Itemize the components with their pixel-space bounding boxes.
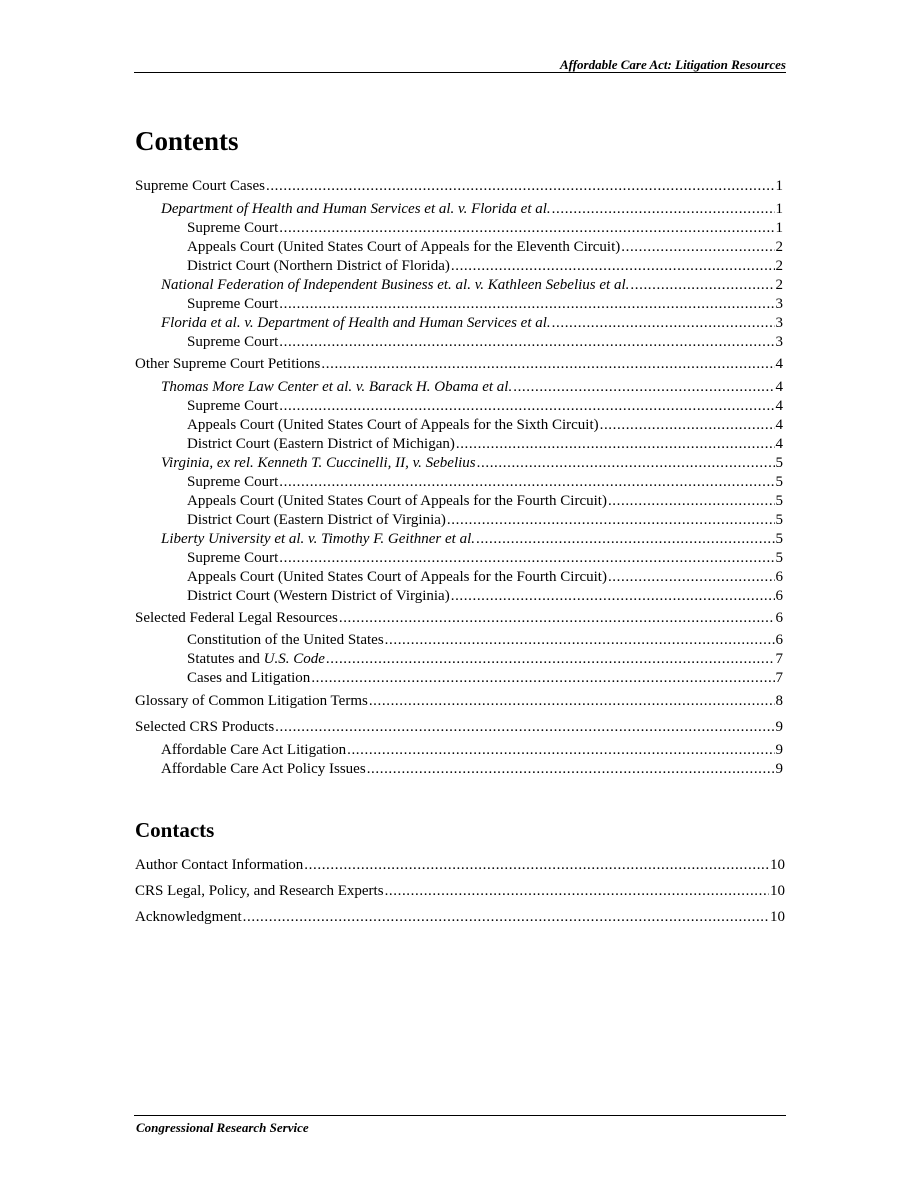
toc-entry[interactable]	[187, 333, 783, 352]
toc-page-number: 1	[775, 178, 783, 194]
toc-entry-text-italic: U.S. Code	[263, 651, 325, 667]
toc-entry[interactable]	[161, 314, 783, 333]
contacts-page-number: 10	[770, 909, 785, 925]
toc-leader	[367, 760, 775, 779]
toc-entry-text: District Court (Western District of Virginia)	[187, 588, 450, 604]
toc-page-number: 1	[775, 220, 783, 236]
toc-leader	[552, 200, 775, 219]
header-rule	[134, 72, 786, 73]
toc-entry[interactable]	[161, 741, 783, 760]
toc-entry[interactable]	[187, 238, 783, 257]
toc-leader	[451, 257, 775, 276]
toc-entry[interactable]	[187, 650, 783, 669]
toc-entry[interactable]	[161, 760, 783, 779]
toc-entry[interactable]	[187, 587, 783, 606]
toc-page-number: 6	[775, 610, 783, 626]
toc-leader	[385, 631, 775, 650]
toc-leader	[477, 454, 775, 473]
toc-entry-text: Appeals Court (United States Court of Appeals for the Fourth Circuit)	[187, 569, 607, 585]
toc-leader	[447, 511, 775, 530]
toc-entry-text: Supreme Court	[187, 550, 279, 566]
toc-entry-text: Appeals Court (United States Court of Appeals for the Eleventh Circuit)	[187, 239, 621, 255]
toc-entry-text: Glossary of Common Litigation Terms	[135, 693, 368, 709]
contacts-entry-text: Acknowledgment	[135, 909, 242, 925]
toc-entry-text: Supreme Court	[187, 334, 279, 350]
toc-page-number: 4	[775, 417, 783, 433]
toc-page-number: 6	[775, 569, 783, 585]
toc-entry-text: Selected CRS Products	[135, 719, 275, 735]
toc-entry-text: Affordable Care Act Litigation	[161, 742, 347, 758]
toc-entry-text: District Court (Eastern District of Virginia)	[187, 512, 446, 528]
toc-leader	[385, 882, 769, 901]
toc-leader	[326, 650, 775, 669]
toc-entry-text: Selected Federal Legal Resources	[135, 610, 338, 626]
toc-page-number: 6	[775, 588, 783, 604]
toc-leader	[243, 908, 769, 927]
toc-entry-text: Cases and Litigation	[187, 670, 311, 686]
toc-entry[interactable]	[187, 397, 783, 416]
toc-entry[interactable]	[187, 416, 783, 435]
toc-entry[interactable]	[187, 511, 783, 530]
contacts-entry-text: Author Contact Information	[135, 857, 304, 873]
toc-entry[interactable]	[187, 549, 783, 568]
toc-entry[interactable]	[161, 276, 783, 295]
toc-entry-text: Supreme Court	[187, 296, 279, 312]
toc-page-number: 5	[775, 512, 783, 528]
contacts-entry[interactable]	[135, 856, 785, 875]
toc-leader	[621, 238, 774, 257]
toc-leader	[279, 333, 774, 352]
toc-page-number: 4	[775, 356, 783, 372]
contacts-page-number: 10	[770, 857, 785, 873]
contacts-entry[interactable]	[135, 882, 785, 901]
toc-page-number: 6	[775, 632, 783, 648]
toc-page-number: 3	[775, 334, 783, 350]
toc-entry[interactable]	[161, 454, 783, 473]
toc-entry-text: Supreme Court	[187, 474, 279, 490]
toc-leader	[311, 669, 774, 688]
toc-entry[interactable]	[187, 492, 783, 511]
toc-page-number: 5	[775, 474, 783, 490]
contacts-page-number: 10	[770, 883, 785, 899]
toc-leader	[279, 473, 774, 492]
toc-entry-text: Other Supreme Court Petitions	[135, 356, 321, 372]
toc-page-number: 9	[775, 761, 783, 777]
toc-entry-text: District Court (Northern District of Florida)	[187, 258, 450, 274]
running-header: Affordable Care Act: Litigation Resources	[559, 57, 786, 72]
page-title: Contents	[135, 126, 239, 156]
toc-page-number: 5	[775, 550, 783, 566]
toc-entry[interactable]	[135, 609, 783, 628]
toc-entry-text: Department of Health and Human Services et al. v. Florida et al.	[161, 201, 551, 217]
toc-entry[interactable]	[187, 473, 783, 492]
toc-leader	[339, 609, 775, 628]
toc-leader	[630, 276, 774, 295]
toc-leader	[369, 692, 775, 711]
toc-entry-text: Appeals Court (United States Court of Appeals for the Fourth Circuit)	[187, 493, 607, 509]
toc-entry-text: Supreme Court	[187, 220, 279, 236]
toc-page-number: 8	[775, 693, 783, 709]
toc-leader	[279, 397, 774, 416]
toc-entry-text: District Court (Eastern District of Michigan)	[187, 436, 455, 452]
toc-page-number: 5	[775, 493, 783, 509]
toc-page-number: 9	[775, 742, 783, 758]
toc-leader	[552, 314, 775, 333]
toc-entry-text: Florida et al. v. Department of Health and Human Services et al.	[161, 315, 551, 331]
toc-page-number: 5	[775, 455, 783, 471]
toc-page-number: 4	[775, 379, 783, 395]
toc-entry-text: National Federation of Independent Business et. al. v. Kathleen Sebelius et al.	[161, 277, 630, 293]
toc-leader	[513, 378, 774, 397]
toc-leader	[476, 530, 775, 549]
toc-entry-text: Appeals Court (United States Court of Appeals for the Sixth Circuit)	[187, 417, 599, 433]
toc-leader	[275, 718, 774, 737]
toc-entry-text: Liberty University et al. v. Timothy F. Geithner et al.	[161, 531, 475, 547]
toc-leader	[279, 295, 774, 314]
toc-page-number: 2	[775, 258, 783, 274]
toc-entry[interactable]	[187, 669, 783, 688]
toc-entry[interactable]	[187, 631, 783, 650]
toc-page-number: 3	[775, 315, 783, 331]
toc-leader	[451, 587, 775, 606]
toc-entry[interactable]	[161, 530, 783, 549]
toc-entry[interactable]	[161, 378, 783, 397]
toc-page-number: 7	[775, 670, 783, 686]
toc-leader	[600, 416, 775, 435]
toc-entry[interactable]	[187, 295, 783, 314]
footer-rule	[134, 1115, 786, 1116]
contacts-entry[interactable]	[135, 908, 785, 927]
toc-leader	[304, 856, 769, 875]
toc-entry-text: Supreme Court Cases	[135, 178, 265, 194]
toc-leader	[608, 492, 775, 511]
toc-entry-text: Affordable Care Act Policy Issues	[161, 761, 366, 777]
toc-entry[interactable]	[161, 200, 783, 219]
toc-leader	[321, 355, 774, 374]
toc-entry[interactable]	[187, 435, 783, 454]
toc-page-number: 5	[775, 531, 783, 547]
toc-page-number: 1	[775, 201, 783, 217]
toc-leader	[266, 177, 775, 196]
toc-entry-text: Constitution of the United States	[187, 632, 384, 648]
toc-entry[interactable]	[135, 177, 783, 196]
toc-leader	[347, 741, 774, 760]
toc-leader	[279, 219, 774, 238]
toc-entry-text: Supreme Court	[187, 398, 279, 414]
toc-page-number: 2	[775, 239, 783, 255]
toc-entry-text	[187, 650, 325, 669]
toc-page-number: 7	[775, 651, 783, 667]
toc-entry[interactable]	[135, 355, 783, 374]
running-footer: Congressional Research Service	[136, 1120, 309, 1135]
toc-page-number: 4	[775, 398, 783, 414]
toc-entry-text: Thomas More Law Center et al. v. Barack H. Obama et al.	[161, 379, 513, 395]
toc-entry[interactable]	[187, 257, 783, 276]
toc-leader	[456, 435, 775, 454]
toc-entry[interactable]	[187, 219, 783, 238]
toc-entry[interactable]	[187, 568, 783, 587]
toc-page-number: 9	[775, 719, 783, 735]
toc-leader	[608, 568, 775, 587]
toc-entry[interactable]	[135, 692, 783, 711]
toc-entry-text: Virginia, ex rel. Kenneth T. Cuccinelli, II, v. Sebelius	[161, 455, 476, 471]
toc-leader	[279, 549, 774, 568]
toc-page-number: 2	[775, 277, 783, 293]
toc-page-number: 3	[775, 296, 783, 312]
toc-entry[interactable]	[135, 718, 783, 737]
contacts-entry-text: CRS Legal, Policy, and Research Experts	[135, 883, 384, 899]
toc-entry-text-prefix: Statutes and	[187, 651, 264, 667]
toc-page-number: 4	[775, 436, 783, 452]
contacts-heading: Contacts	[135, 818, 215, 842]
